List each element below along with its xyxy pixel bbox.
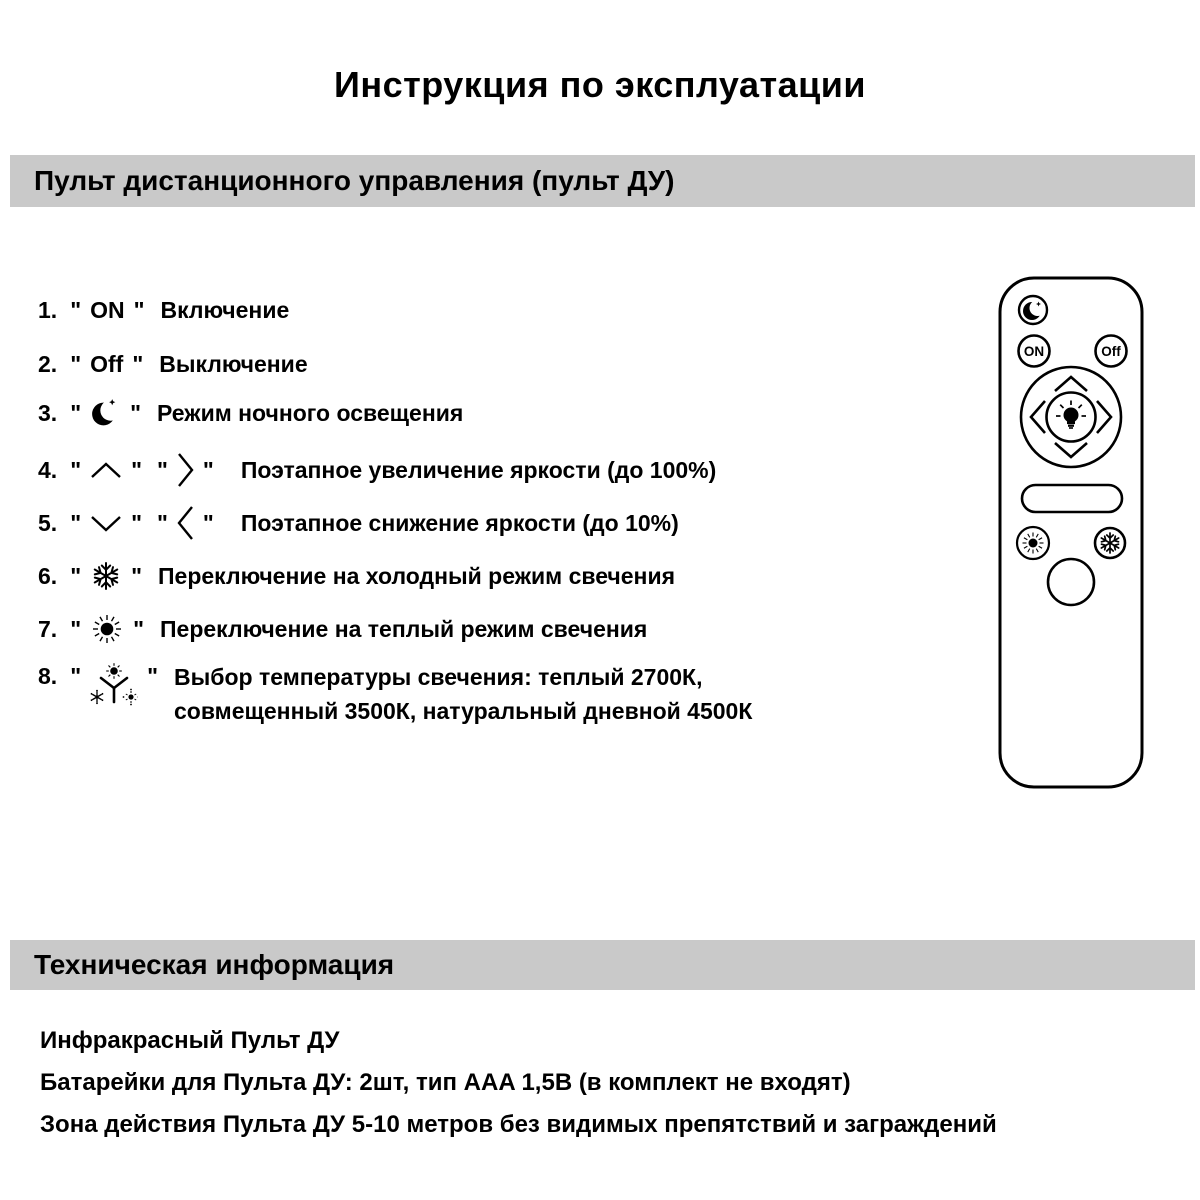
quote-mark: ": [157, 509, 168, 536]
list-item-cold-mode: [38, 560, 675, 592]
item-text: Поэтапное снижение яркости (до 10%): [240, 509, 679, 536]
page-title: Инструкция по эксплуатации: [333, 64, 867, 105]
chevron-left-icon: [177, 505, 194, 541]
item-text: Включение: [160, 297, 290, 323]
item-text: [174, 660, 752, 728]
quote-mark: ": [70, 456, 82, 483]
list-item-color-temperature: [38, 660, 752, 728]
quote-mark: ": [157, 456, 168, 483]
item-text-line2: совмещенный 3500К, натуральный дневной 4500К: [174, 698, 753, 724]
item-text: Выключение: [159, 351, 308, 377]
section-header-remote: [10, 155, 1195, 207]
item-number: 2.: [38, 351, 58, 377]
item-number: 3.: [38, 400, 58, 426]
item-number: 7.: [38, 615, 58, 642]
sun-icon: [90, 612, 124, 646]
off-button: [1096, 336, 1127, 367]
quote-mark: ": [70, 562, 82, 589]
on-button: [1019, 336, 1050, 367]
brightness-dpad: [1021, 367, 1121, 467]
chevron-right-icon: [177, 452, 194, 488]
on-button-label: ON: [1023, 344, 1045, 359]
quote-mark: ": [70, 297, 82, 323]
item-number: 5.: [38, 509, 58, 536]
on-key-label: ON: [90, 297, 125, 323]
item-text-line1: Выбор температуры свечения: теплый 2700К,: [174, 664, 703, 690]
quote-mark: ": [133, 615, 144, 642]
list-item-brightness-up: [38, 452, 716, 488]
list-item-off: [38, 351, 308, 378]
quote-mark: ": [131, 456, 142, 483]
item-number: 1.: [38, 297, 58, 323]
cold-light-button: [1095, 528, 1125, 558]
item-text: Переключение на теплый режим свечения: [160, 615, 648, 642]
quote-mark: ": [70, 663, 82, 689]
warm-light-button: [1017, 527, 1049, 559]
section-header-tech-label: Техническая информация: [34, 949, 395, 980]
quote-mark: ": [131, 562, 142, 589]
quote-mark: ": [202, 509, 214, 536]
section-header-remote-label: Пульт дистанционного управления (пульт ДУ): [34, 165, 675, 196]
pill-button: [1022, 485, 1122, 512]
section-header-tech: [10, 940, 1195, 990]
chevron-down-icon: [90, 515, 122, 532]
tech-info-line: Зона действия Пульта ДУ 5-10 метров без видимых препятствий и заграждений: [40, 1111, 997, 1138]
list-item-warm-mode: [38, 612, 647, 646]
list-item-on: [38, 297, 289, 324]
quote-mark: ": [70, 400, 82, 426]
extra-round-button: [1048, 559, 1094, 605]
quote-mark: ": [70, 615, 82, 642]
item-text: Переключение на холодный режим свечения: [158, 562, 676, 589]
quote-mark: ": [147, 663, 158, 689]
tech-info-line: Инфракрасный Пульт ДУ: [40, 1027, 340, 1054]
snowflake-icon: [90, 560, 122, 592]
item-number: 8.: [38, 663, 58, 689]
list-item-brightness-down: [38, 505, 679, 541]
item-text: Поэтапное увеличение яркости (до 100%): [240, 456, 717, 483]
crescent-moon-star-icon: [90, 397, 121, 430]
quote-mark: ": [130, 400, 141, 426]
item-number: 4.: [38, 456, 58, 483]
item-number: 6.: [38, 562, 58, 589]
off-key-label: Off: [90, 351, 124, 377]
quote-mark: ": [132, 351, 144, 377]
quote-mark: ": [131, 509, 142, 536]
quote-mark: ": [133, 297, 145, 323]
quote-mark: ": [202, 456, 214, 483]
quote-mark: ": [70, 509, 82, 536]
night-mode-button: [1019, 296, 1047, 324]
chevron-up-icon: [90, 462, 122, 479]
remote-illustration: [992, 268, 1152, 798]
off-button-label: Off: [1101, 344, 1121, 359]
color-temperature-icon: [90, 662, 138, 708]
quote-mark: ": [70, 351, 82, 377]
tech-info-line: Батарейки для Пульта ДУ: 2шт, тип AAA 1,5В (в комплект не входят): [40, 1069, 851, 1096]
list-item-night-mode: [38, 397, 463, 430]
item-text: Режим ночного освещения: [157, 400, 464, 426]
